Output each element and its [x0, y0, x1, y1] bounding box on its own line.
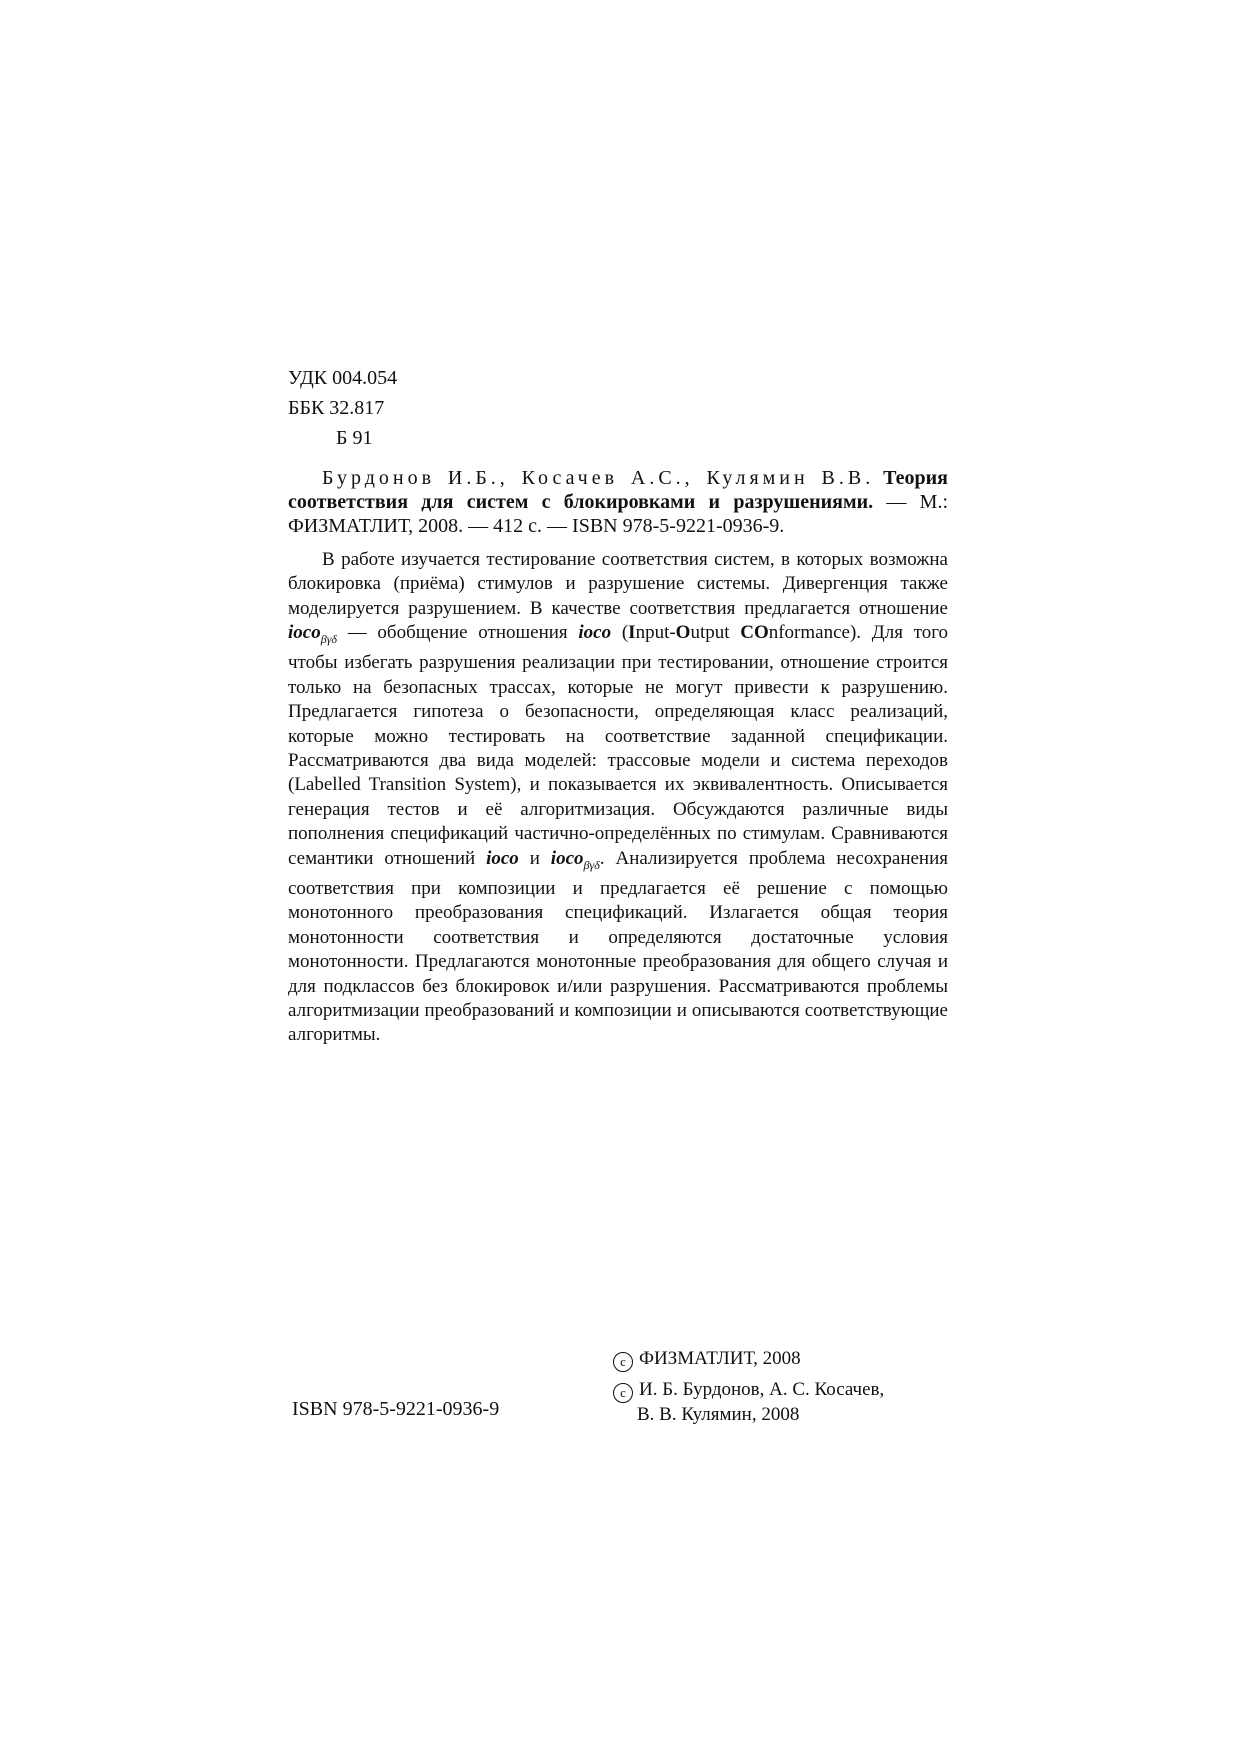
copyright-icon: c	[613, 1383, 633, 1403]
copyright-icon: c	[613, 1352, 633, 1372]
abstract-paragraph	[288, 548, 948, 1048]
abstract-text: utput	[690, 622, 741, 644]
relation-name: ioco	[288, 622, 321, 644]
acronym-letter: O	[675, 622, 691, 644]
relation-name: ioco	[550, 847, 584, 869]
bibliographic-citation	[288, 466, 948, 538]
abstract-text: и	[518, 847, 551, 869]
abstract-text: nformance). Для того чтобы избегать разрушения реализации при тестировании, отношение строится только на безопасных трассах, которые не могут привести к разрушению. Предлагается гипотеза о безопасности, определяющая класс реализаций, которые можно тестировать на соответствие заданной спецификации. Рассматриваются два вида моделей: трассовые модели и система переходов (Labelled Transition System), и показывается их эквивалентность. Описывается генерация тестов и её алгоритмизация. Обсуждаются различные виды пополнения спецификаций частично-определённых по стимулам. Сравниваются семантики отношений	[288, 622, 949, 869]
isbn-number: ISBN 978-5-9221-0936-9	[292, 1398, 500, 1420]
relation-subscript: βγδ	[320, 632, 338, 647]
abstract-text: — обобщение отношения	[337, 622, 579, 644]
classification-block	[288, 363, 397, 453]
relation-ioco-bgd	[550, 847, 600, 872]
author-mark: Б 91	[336, 427, 373, 449]
relation-ioco: ioco	[486, 847, 519, 869]
abstract-text: В работе изучается тестирование соответствия систем, в которых возможна блокировка (приёма) стимулов и разрушение системы. Дивергенция также моделируется разрушением. В качестве соответствия предлагается отношение	[288, 549, 948, 619]
citation-title: Теория соответствия для систем с блокировками и разрушениями.	[288, 467, 948, 513]
copyright-block	[613, 1347, 884, 1427]
bbk-code: ББК 32.817	[288, 397, 385, 419]
udk-code: УДК 004.054	[288, 367, 398, 389]
abstract-text: (	[611, 622, 629, 644]
abstract-text: nput-	[635, 622, 676, 644]
abstract-text: . Анализируется проблема несохранения соответствия при композиции и предлагается её решение с помощью монотонного преобразования спецификаций. Излагается общая теория монотонности соответствия и определяются достаточные условия монотонности. Предлагаются монотонные преобразования для общего случая и для подклассов без блокировок и/или разрушения. Рассматриваются проблемы алгоритмизации преобразований и композиции и описываются соответствующие алгоритмы.	[288, 847, 948, 1046]
copyright-publisher	[613, 1347, 884, 1372]
acronym-letter: I	[628, 622, 636, 644]
citation-dash: —	[873, 491, 920, 513]
relation-ioco: ioco	[578, 622, 612, 644]
copyright-authors-line2: В. В. Кулямин, 2008	[637, 1404, 800, 1425]
citation-authors: Бурдонов И.Б., Косачев А.С., Кулямин В.В.	[322, 467, 875, 489]
relation-subscript: βγδ	[583, 857, 600, 872]
copyright-authors-line1: И. Б. Бурдонов, А. С. Косачев,	[639, 1379, 885, 1400]
copyright-publisher-text: ФИЗМАТЛИТ, 2008	[639, 1348, 801, 1369]
copyright-authors	[613, 1378, 884, 1403]
citation-publisher: М.: ФИЗМАТЛИТ, 2008. — 412 с. — ISBN 978-5-9221-0936-9.	[288, 491, 949, 537]
relation-ioco-bgd	[288, 622, 338, 647]
acronym-letter: CO	[740, 622, 769, 644]
